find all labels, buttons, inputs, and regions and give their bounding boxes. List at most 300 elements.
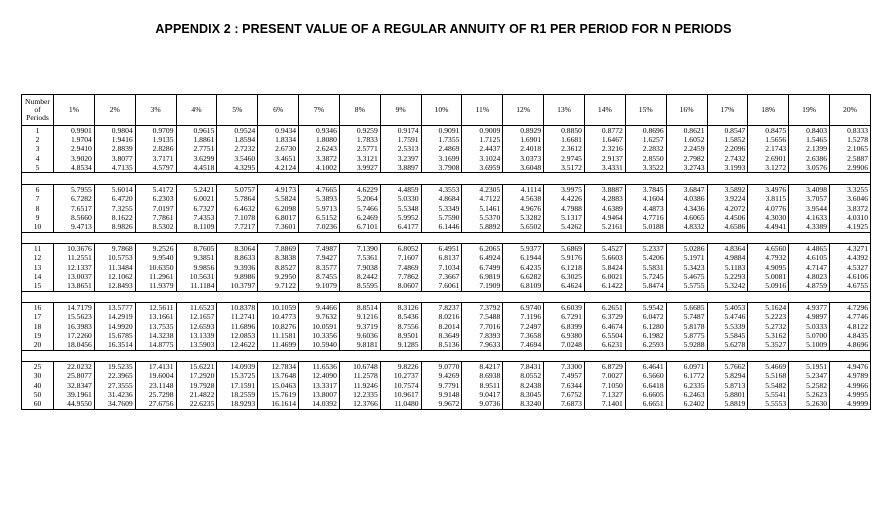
- table-row: [22, 154, 871, 163]
- value-cell: 32.8347: [54, 381, 95, 390]
- value-cell: 7.6517: [54, 204, 95, 213]
- value-cell: 4.6106: [830, 272, 871, 281]
- table-row: [22, 163, 871, 173]
- value-cell: 4.7932: [748, 253, 789, 262]
- value-cell: 3.4331: [584, 163, 625, 173]
- value-cell: 7.7016: [462, 322, 503, 331]
- group-spacer: [22, 232, 871, 244]
- value-cell: 3.8887: [584, 185, 625, 195]
- table-row: [22, 340, 871, 350]
- rate-header: 20%: [830, 95, 871, 126]
- spacer-cell: [830, 173, 871, 185]
- value-cell: 7.9038: [339, 263, 380, 272]
- value-cell: 11.6536: [299, 362, 340, 372]
- value-cell: 6.0021: [584, 272, 625, 281]
- value-cell: 2.2832: [625, 145, 666, 154]
- value-cell: 5.6603: [584, 253, 625, 262]
- value-cell: 15.5623: [54, 313, 95, 322]
- value-cell: 6.7499: [462, 263, 503, 272]
- value-cell: 5.4527: [584, 244, 625, 254]
- value-cell: 9.0417: [462, 390, 503, 399]
- value-cell: 4.7122: [462, 194, 503, 203]
- spacer-cell: [217, 350, 258, 362]
- value-cell: 3.7845: [625, 185, 666, 195]
- value-cell: 6.6282: [503, 272, 544, 281]
- value-cell: 1.8594: [217, 135, 258, 144]
- value-cell: 7.0248: [544, 340, 585, 350]
- value-cell: 7.3667: [421, 272, 462, 281]
- value-cell: 12.2335: [339, 390, 380, 399]
- spacer-cell: [135, 232, 176, 244]
- value-cell: 5.0286: [666, 244, 707, 254]
- spacer-cell: [748, 350, 789, 362]
- value-cell: 4.7147: [789, 263, 830, 272]
- value-cell: 7.6061: [421, 281, 462, 291]
- table-row: [22, 381, 871, 390]
- value-cell: 5.1971: [666, 253, 707, 262]
- spacer-cell: [462, 232, 503, 244]
- value-cell: 6.1772: [666, 372, 707, 381]
- table-row: [22, 331, 871, 340]
- value-cell: 10.0591: [299, 322, 340, 331]
- table-row: [22, 194, 871, 203]
- value-cell: 5.1624: [748, 303, 789, 313]
- spacer-cell: [421, 291, 462, 303]
- spacer-cell: [94, 173, 135, 185]
- period-cell: 19: [22, 331, 54, 340]
- value-cell: 5.2337: [625, 244, 666, 254]
- value-cell: 4.8122: [830, 322, 871, 331]
- value-cell: 3.4651: [258, 154, 299, 163]
- value-cell: 4.3436: [666, 204, 707, 213]
- spacer-cell: [584, 350, 625, 362]
- period-cell: 6: [22, 185, 54, 195]
- value-cell: 1.7591: [380, 135, 421, 144]
- value-cell: 13.7535: [135, 322, 176, 331]
- value-cell: 7.3255: [94, 204, 135, 213]
- value-cell: 5.9288: [666, 340, 707, 350]
- value-cell: 5.0916: [748, 281, 789, 291]
- value-cell: 5.8294: [707, 372, 748, 381]
- value-cell: 11.4699: [258, 340, 299, 350]
- value-cell: 5.7590: [421, 213, 462, 222]
- value-cell: 4.6755: [830, 281, 871, 291]
- value-cell: 3.0373: [503, 154, 544, 163]
- value-cell: 6.0021: [176, 194, 217, 203]
- value-cell: 8.3577: [299, 263, 340, 272]
- value-cell: 7.0027: [584, 372, 625, 381]
- value-cell: 7.1607: [380, 253, 421, 262]
- value-cell: 1.6052: [666, 135, 707, 144]
- value-cell: 8.8514: [339, 303, 380, 313]
- value-cell: 5.0757: [217, 185, 258, 195]
- spacer-cell: [503, 291, 544, 303]
- spacer-cell: [135, 291, 176, 303]
- value-cell: 3.5172: [544, 163, 585, 173]
- value-cell: 4.8023: [789, 272, 830, 281]
- value-cell: 5.9377: [503, 244, 544, 254]
- value-cell: 5.8819: [707, 400, 748, 410]
- value-cell: 4.1604: [625, 194, 666, 203]
- value-cell: 7.3658: [503, 331, 544, 340]
- rate-header: 18%: [748, 95, 789, 126]
- value-cell: 7.3792: [462, 303, 503, 313]
- spacer-cell: [258, 350, 299, 362]
- spacer-cell: [584, 173, 625, 185]
- value-cell: 8.5660: [54, 213, 95, 222]
- value-cell: 8.2014: [421, 322, 462, 331]
- value-cell: 2.9745: [544, 154, 585, 163]
- value-cell: 2.4437: [462, 145, 503, 154]
- value-cell: 6.1422: [584, 281, 625, 291]
- value-cell: 6.7282: [54, 194, 95, 203]
- value-cell: 6.7327: [176, 204, 217, 213]
- value-cell: 4.9995: [830, 390, 871, 399]
- value-cell: 7.4987: [299, 244, 340, 254]
- value-cell: 6.8017: [258, 213, 299, 222]
- spacer-cell: [339, 291, 380, 303]
- value-cell: 3.9544: [789, 204, 830, 213]
- value-cell: 7.1034: [421, 263, 462, 272]
- value-cell: 6.5504: [584, 331, 625, 340]
- value-cell: 5.2623: [789, 390, 830, 399]
- value-cell: 9.4713: [54, 222, 95, 232]
- value-cell: 15.3725: [217, 372, 258, 381]
- value-cell: 15.6221: [176, 362, 217, 372]
- spacer-cell: [380, 173, 421, 185]
- value-cell: 5.7487: [666, 313, 707, 322]
- value-cell: 5.1009: [789, 340, 830, 350]
- value-cell: 6.4632: [217, 204, 258, 213]
- value-cell: 6.4951: [421, 244, 462, 254]
- value-cell: 1.6467: [584, 135, 625, 144]
- value-cell: 4.0386: [666, 194, 707, 203]
- table-row: [22, 185, 871, 195]
- spacer-cell: [258, 173, 299, 185]
- value-cell: 4.9789: [830, 372, 871, 381]
- spacer-cell: [176, 232, 217, 244]
- value-cell: 7.1401: [584, 400, 625, 410]
- value-cell: 2.6243: [299, 145, 340, 154]
- value-cell: 5.4675: [666, 272, 707, 281]
- value-cell: 14.7179: [54, 303, 95, 313]
- value-cell: 13.5777: [94, 303, 135, 313]
- value-cell: 2.8550: [625, 154, 666, 163]
- table-row: [22, 263, 871, 272]
- spacer-cell: [707, 173, 748, 185]
- spacer-cell: [299, 173, 340, 185]
- value-cell: 13.0037: [54, 272, 95, 281]
- rate-header: 3%: [135, 95, 176, 126]
- value-cell: 10.1059: [258, 303, 299, 313]
- value-cell: 8.7605: [176, 244, 217, 254]
- spacer-cell: [789, 232, 830, 244]
- value-cell: 6.2098: [258, 204, 299, 213]
- table-row: [22, 145, 871, 154]
- value-cell: 3.3121: [339, 154, 380, 163]
- value-cell: 5.2064: [339, 194, 380, 203]
- value-cell: 6.5660: [625, 372, 666, 381]
- spacer-cell: [503, 173, 544, 185]
- value-cell: 1.5656: [748, 135, 789, 144]
- value-cell: 16.3983: [54, 322, 95, 331]
- value-cell: 7.3601: [258, 222, 299, 232]
- value-cell: 4.5327: [830, 263, 871, 272]
- value-cell: 6.1446: [421, 222, 462, 232]
- spacer-cell: [789, 173, 830, 185]
- value-cell: 9.0736: [462, 400, 503, 410]
- value-cell: 12.4622: [217, 340, 258, 350]
- spacer-cell: [380, 291, 421, 303]
- value-cell: 9.7122: [258, 281, 299, 291]
- value-cell: 6.1280: [625, 322, 666, 331]
- value-cell: 14.9920: [94, 322, 135, 331]
- table-row: [22, 204, 871, 213]
- spacer-cell: [625, 350, 666, 362]
- value-cell: 11.6896: [217, 322, 258, 331]
- value-cell: 8.5136: [421, 340, 462, 350]
- value-cell: 5.5348: [380, 204, 421, 213]
- value-cell: 5.4746: [707, 313, 748, 322]
- value-cell: 5.5482: [748, 381, 789, 390]
- value-cell: 5.7864: [217, 194, 258, 203]
- value-cell: 9.7791: [421, 381, 462, 390]
- spacer-cell: [94, 232, 135, 244]
- value-cell: 11.9246: [339, 381, 380, 390]
- value-cell: 3.7057: [789, 194, 830, 203]
- spacer-cell: [830, 291, 871, 303]
- value-cell: 9.9148: [421, 390, 462, 399]
- value-cell: 6.6651: [625, 400, 666, 410]
- value-cell: 6.3025: [544, 272, 585, 281]
- value-cell: 2.5313: [380, 145, 421, 154]
- value-cell: 18.0456: [54, 340, 95, 350]
- value-cell: 6.4624: [544, 281, 585, 291]
- value-cell: 2.2096: [707, 145, 748, 154]
- spacer-cell: [462, 291, 503, 303]
- value-cell: 13.8651: [54, 281, 95, 291]
- value-cell: 5.5553: [748, 400, 789, 410]
- period-cell: 14: [22, 272, 54, 281]
- value-cell: 7.0236: [299, 222, 340, 232]
- period-cell: 1: [22, 126, 54, 136]
- value-cell: 3.9975: [544, 185, 585, 195]
- value-cell: 22.6235: [176, 400, 217, 410]
- value-cell: 2.4869: [421, 145, 462, 154]
- value-cell: 9.3719: [339, 322, 380, 331]
- value-cell: 13.1339: [176, 331, 217, 340]
- value-cell: 10.8276: [258, 322, 299, 331]
- value-cell: 5.3423: [666, 263, 707, 272]
- value-cell: 9.4466: [299, 303, 340, 313]
- value-cell: 5.5755: [666, 281, 707, 291]
- value-cell: 10.3676: [54, 244, 95, 254]
- spacer-cell: [22, 232, 54, 244]
- rate-header: 15%: [625, 95, 666, 126]
- value-cell: 5.9542: [625, 303, 666, 313]
- value-cell: 5.8474: [625, 281, 666, 291]
- value-cell: 4.9897: [789, 313, 830, 322]
- value-cell: 10.3356: [299, 331, 340, 340]
- value-cell: 2.6730: [258, 145, 299, 154]
- value-cell: 7.6752: [544, 390, 585, 399]
- value-cell: 6.1982: [625, 331, 666, 340]
- value-cell: 0.9259: [339, 126, 380, 136]
- value-cell: 12.1657: [176, 313, 217, 322]
- value-cell: 8.2442: [339, 272, 380, 281]
- value-cell: 22.3965: [94, 372, 135, 381]
- rate-header: 7%: [299, 95, 340, 126]
- period-cell: 40: [22, 381, 54, 390]
- value-cell: 4.2883: [584, 194, 625, 203]
- value-cell: 6.5152: [299, 213, 340, 222]
- value-cell: 4.3271: [830, 244, 871, 254]
- value-cell: 5.9713: [299, 204, 340, 213]
- rate-header: 10%: [421, 95, 462, 126]
- value-cell: 3.7908: [421, 163, 462, 173]
- header-row: [22, 95, 871, 126]
- value-cell: 13.3317: [299, 381, 340, 390]
- spacer-cell: [421, 232, 462, 244]
- table-row: [22, 135, 871, 144]
- value-cell: 10.6748: [339, 362, 380, 372]
- spacer-cell: [380, 232, 421, 244]
- table-row: [22, 303, 871, 313]
- period-cell: 20: [22, 340, 54, 350]
- value-cell: 8.3045: [503, 390, 544, 399]
- value-cell: 6.4177: [380, 222, 421, 232]
- period-cell: 13: [22, 263, 54, 272]
- value-cell: 11.6523: [176, 303, 217, 313]
- value-cell: 5.2347: [789, 372, 830, 381]
- value-cell: 10.5753: [94, 253, 135, 262]
- value-cell: 6.9380: [544, 331, 585, 340]
- value-cell: 15.6785: [94, 331, 135, 340]
- value-cell: 12.8493: [94, 281, 135, 291]
- value-cell: 7.7217: [217, 222, 258, 232]
- value-cell: 5.8892: [462, 222, 503, 232]
- value-cell: 4.6105: [789, 253, 830, 262]
- value-cell: 5.2421: [176, 185, 217, 195]
- value-cell: 3.9224: [707, 194, 748, 203]
- value-cell: 7.4869: [380, 263, 421, 272]
- value-cell: 5.7662: [707, 362, 748, 372]
- value-cell: 3.3255: [830, 185, 871, 195]
- value-cell: 0.9804: [94, 126, 135, 136]
- value-cell: 5.7955: [54, 185, 95, 195]
- value-cell: 6.2469: [339, 213, 380, 222]
- value-cell: 7.4694: [503, 340, 544, 350]
- value-cell: 7.1909: [462, 281, 503, 291]
- spacer-cell: [54, 173, 95, 185]
- value-cell: 2.9137: [584, 154, 625, 163]
- rate-header: 19%: [789, 95, 830, 126]
- value-cell: 2.2459: [666, 145, 707, 154]
- value-cell: 2.7982: [666, 154, 707, 163]
- spacer-cell: [625, 173, 666, 185]
- value-cell: 15.0463: [258, 381, 299, 390]
- spacer-cell: [421, 173, 462, 185]
- spacer-cell: [176, 291, 217, 303]
- value-cell: 0.8621: [666, 126, 707, 136]
- value-cell: 4.2305: [462, 185, 503, 195]
- table-row: [22, 390, 871, 399]
- spacer-cell: [299, 232, 340, 244]
- value-cell: 11.2578: [339, 372, 380, 381]
- spacer-cell: [258, 232, 299, 244]
- period-cell: 11: [22, 244, 54, 254]
- value-cell: 4.2124: [258, 163, 299, 173]
- value-cell: 10.2737: [380, 372, 421, 381]
- spacer-cell: [258, 291, 299, 303]
- period-cell: 30: [22, 372, 54, 381]
- spacer-cell: [625, 291, 666, 303]
- period-cell: 5: [22, 163, 54, 173]
- value-cell: 2.3612: [544, 145, 585, 154]
- value-cell: 0.9901: [54, 126, 95, 136]
- rate-header: 16%: [666, 95, 707, 126]
- value-cell: 6.8399: [544, 322, 585, 331]
- value-cell: 9.7632: [299, 313, 340, 322]
- value-cell: 2.9410: [54, 145, 95, 154]
- rate-header: 4%: [176, 95, 217, 126]
- value-cell: 9.9672: [421, 400, 462, 410]
- value-cell: 8.0607: [380, 281, 421, 291]
- value-cell: 6.8729: [584, 362, 625, 372]
- value-cell: 9.1285: [380, 340, 421, 350]
- value-cell: 4.9676: [503, 204, 544, 213]
- value-cell: 5.1183: [707, 263, 748, 272]
- table-row: [22, 272, 871, 281]
- value-cell: 4.3553: [421, 185, 462, 195]
- value-cell: 4.1114: [503, 185, 544, 195]
- period-cell: 3: [22, 145, 54, 154]
- value-cell: 7.0197: [135, 204, 176, 213]
- value-cell: 5.8775: [666, 331, 707, 340]
- value-cell: 8.4217: [462, 362, 503, 372]
- value-cell: 0.9091: [421, 126, 462, 136]
- value-cell: 3.9020: [54, 154, 95, 163]
- period-cell: 18: [22, 322, 54, 331]
- value-cell: 4.9884: [707, 253, 748, 262]
- value-cell: 6.8052: [380, 244, 421, 254]
- value-cell: 12.1062: [94, 272, 135, 281]
- value-cell: 6.1944: [503, 253, 544, 262]
- value-cell: 1.5465: [789, 135, 830, 144]
- value-cell: 4.8435: [830, 331, 871, 340]
- value-cell: 4.6065: [666, 213, 707, 222]
- value-cell: 2.6386: [789, 154, 830, 163]
- value-cell: 0.8929: [503, 126, 544, 136]
- value-cell: 1.9135: [135, 135, 176, 144]
- value-cell: 1.8861: [176, 135, 217, 144]
- value-cell: 3.2743: [666, 163, 707, 173]
- table-row: [22, 281, 871, 291]
- value-cell: 5.5339: [707, 322, 748, 331]
- rate-header: 13%: [544, 95, 585, 126]
- value-cell: 5.8801: [707, 390, 748, 399]
- value-cell: 3.8897: [380, 163, 421, 173]
- value-cell: 0.9346: [299, 126, 340, 136]
- value-cell: 4.8332: [666, 222, 707, 232]
- table-row: [22, 244, 871, 254]
- spacer-cell: [584, 232, 625, 244]
- value-cell: 5.3242: [707, 281, 748, 291]
- rate-header: 12%: [503, 95, 544, 126]
- group-spacer: [22, 291, 871, 303]
- value-cell: 4.4518: [176, 163, 217, 173]
- value-cell: 7.7862: [380, 272, 421, 281]
